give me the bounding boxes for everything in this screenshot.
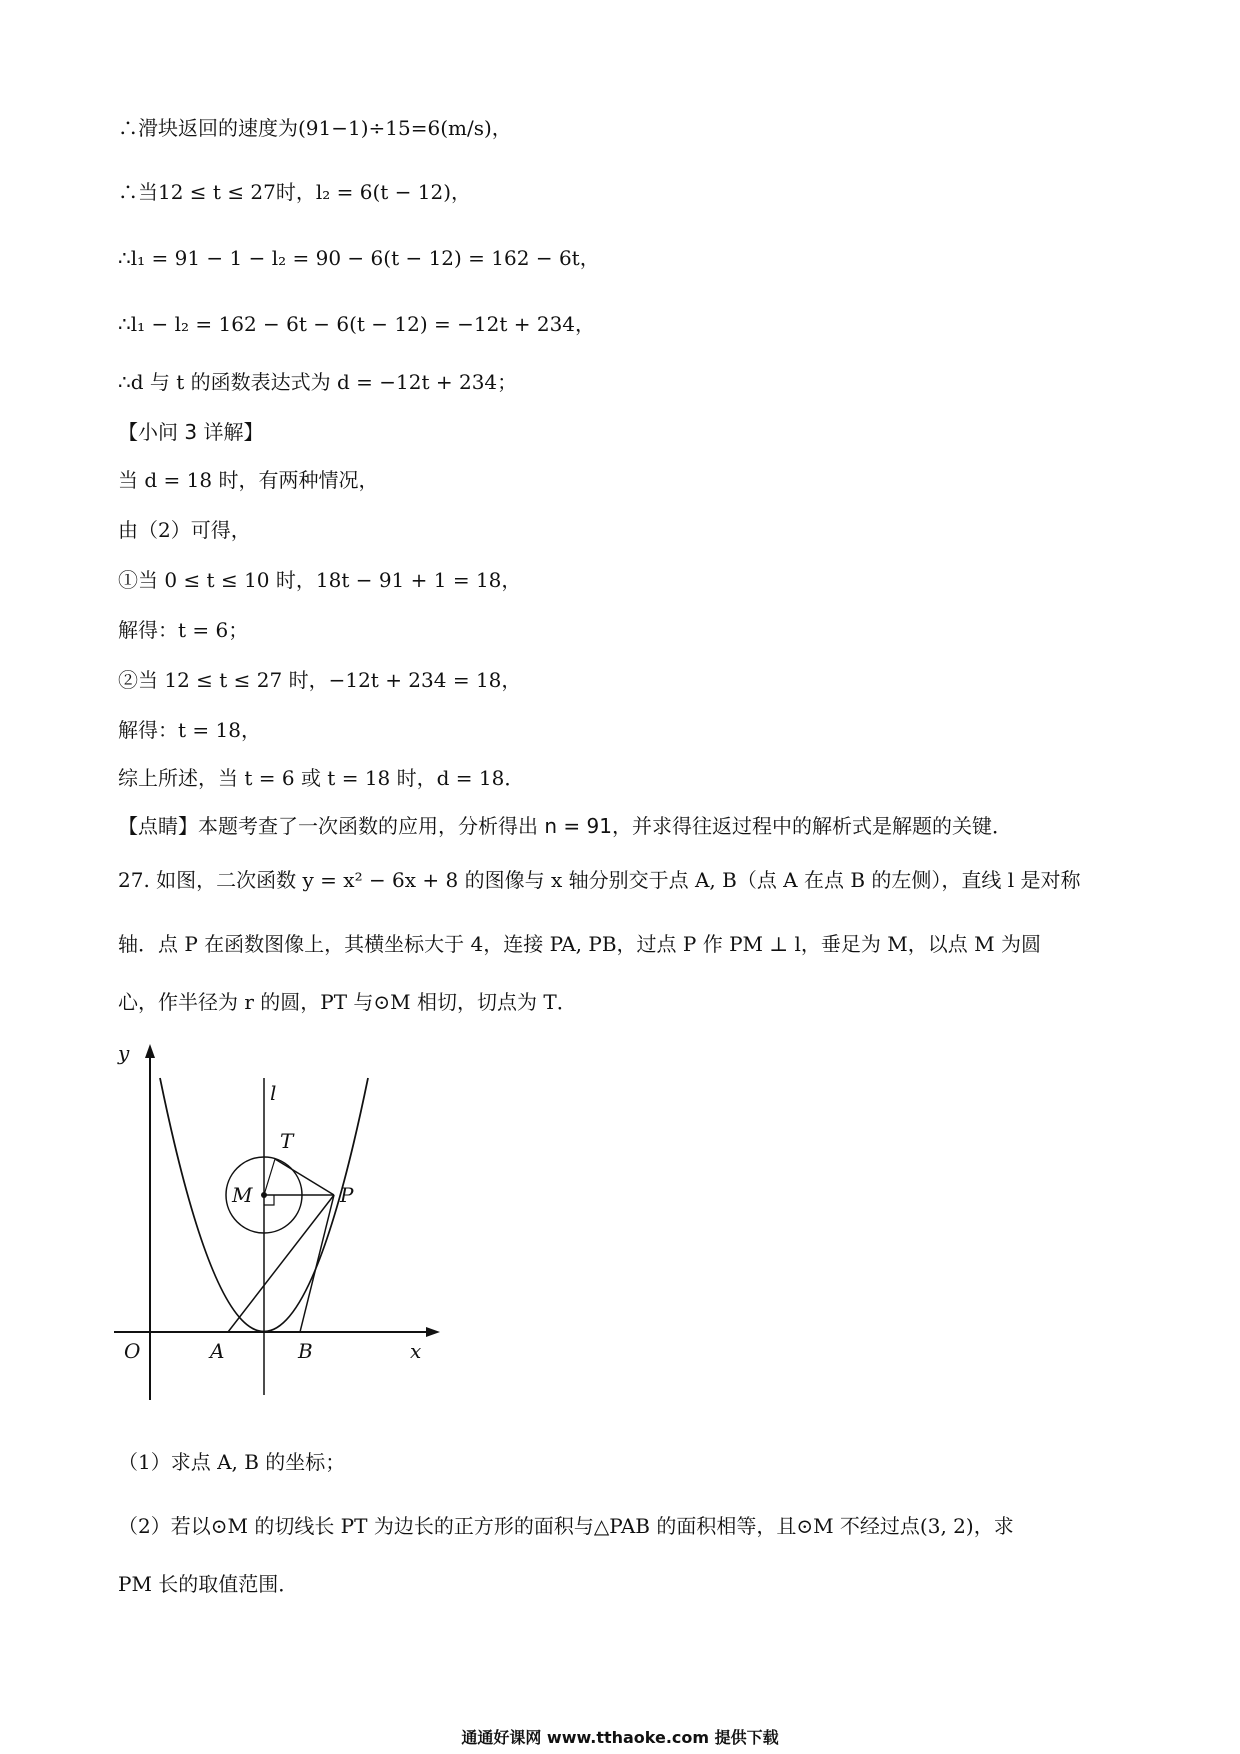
comment-line: 【点睛】本题考查了一次函数的应用，分析得出 n = 91，并求得往返过程中的解析式是解题的关键．	[118, 814, 1012, 838]
label-a: A	[210, 1339, 225, 1363]
question-2-line-2: PM 长的取值范围．	[118, 1572, 299, 1596]
label-m: M	[232, 1183, 253, 1207]
label-p: P	[340, 1183, 354, 1207]
text-line-8: 由（2）可得，	[118, 518, 251, 542]
label-x: x	[410, 1339, 422, 1363]
segment-pt	[275, 1159, 334, 1195]
y-axis-arrow	[145, 1044, 155, 1058]
text-line-5: ∴d 与 t 的函数表达式为 d = −12t + 234；	[118, 370, 518, 394]
segment-mt	[264, 1159, 275, 1195]
problem-27-line-2: 轴．点 P 在函数图像上，其横坐标大于 4，连接 PA, PB，过点 P 作 PM ⊥ l，垂足为 M，以点 M 为圆	[118, 932, 1041, 956]
question-2-line-1: （2）若以⊙M 的切线长 PT 为边长的正方形的面积与△PAB 的面积相等，且⊙M 不经过点(3, 2)，求	[118, 1514, 1014, 1538]
text-line-11: ②当 12 ≤ t ≤ 27 时，−12t + 234 = 18，	[118, 668, 522, 692]
text-line-4: ∴l₁ − l₂ = 162 − 6t − 6(t − 12) = −12t + 234，	[118, 312, 596, 336]
label-o: O	[124, 1339, 141, 1363]
label-l: l	[270, 1081, 277, 1105]
parabola-figure	[110, 1040, 450, 1410]
x-axis-arrow	[426, 1327, 440, 1337]
text-line-7: 当 d = 18 时，有两种情况，	[118, 468, 379, 492]
segment-pb	[300, 1195, 334, 1332]
text-line-13: 综上所述，当 t = 6 或 t = 18 时，d = 18．	[118, 766, 525, 790]
text-line-3: ∴l₁ = 91 − 1 − l₂ = 90 − 6(t − 12) = 162 − 6t，	[118, 246, 600, 270]
section-heading: 【小问 3 详解】	[118, 420, 264, 444]
text-line-1: ∴滑块返回的速度为(91−1)÷15=6(m/s)，	[118, 116, 512, 140]
label-y: y	[118, 1041, 130, 1065]
problem-27-line-3: 心，作半径为 r 的圆，PT 与⊙M 相切，切点为 T．	[118, 990, 577, 1014]
text-line-2: ∴当12 ≤ t ≤ 27时，l₂ = 6(t − 12)，	[118, 180, 472, 204]
problem-27-line-1: 27. 如图，二次函数 y = x² − 6x + 8 的图像与 x 轴分别交于点 A, B（点 A 在点 B 的左侧），直线 l 是对称	[118, 868, 1081, 892]
text-line-10: 解得：t = 6；	[118, 618, 249, 642]
text-line-12: 解得：t = 18，	[118, 718, 261, 742]
label-b: B	[298, 1339, 313, 1363]
question-1: （1）求点 A, B 的坐标；	[118, 1450, 346, 1474]
text-line-9: ①当 0 ≤ t ≤ 10 时，18t − 91 + 1 = 18，	[118, 568, 522, 592]
label-t: T	[280, 1129, 294, 1153]
page-footer: 通通好课网 www.tthaoke.com 提供下载	[461, 1728, 779, 1747]
